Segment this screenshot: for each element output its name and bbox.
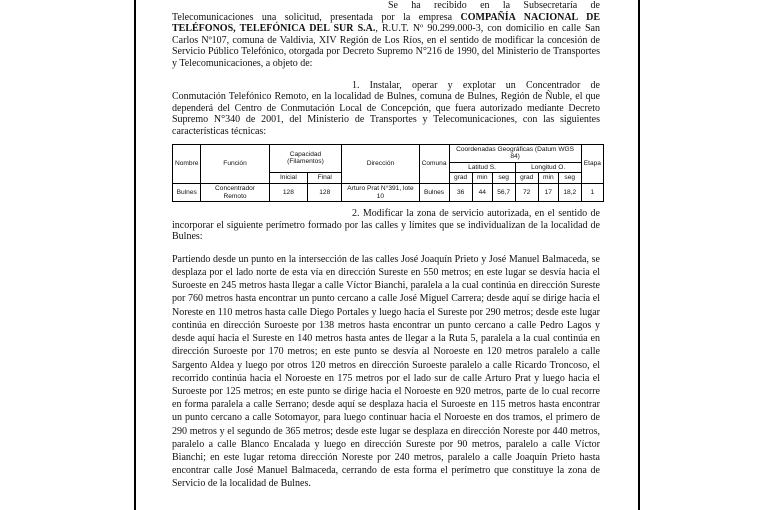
- table-row: [173, 183, 604, 201]
- header-direccion: Dirección: [342, 144, 419, 183]
- item-2-paragraph: 2. Modificar la zona de servicio autorizada, en el sentido de incorporar el siguiente perímetro formado por las calles y límites que se individualizan de la localidad de Bulnes:: [172, 208, 600, 243]
- cell-lat-min: 44: [472, 183, 492, 201]
- cell-comuna: Bulnes: [419, 183, 449, 201]
- header-lon-min: min: [538, 173, 558, 184]
- header-capacidad: Capacidad (Filamentos): [269, 144, 342, 173]
- cell-lat-grad: 36: [449, 183, 472, 201]
- cell-direccion: Arturo Prat N°391, lote 10: [342, 183, 419, 201]
- intro-text-start: Se ha recibido en la Subsecretaría de Telecomunicaciones una solicitud, presentada por la empresa: [172, 0, 600, 23]
- header-funcion: Función: [201, 144, 269, 183]
- header-lon-grad: grad: [515, 173, 538, 184]
- perimeter-description: Partiendo desde un punto en la intersección de las calles José Joaquín Prieto y José Manuel Balmaceda, se desplaza por el lado norte de esta vía en dirección Sureste en 550 metros; en este lugar se desvía hacia el Suroeste en 245 metros hasta llegar a calle Víctor Bianchi, paralela a la cual continúa en dirección Sureste por 760 metros hasta encontrar un punto cercano a calle José Miguel Carrera; desde aquí se dirige hacia el Noreste en 110 metros hasta calle Diego Portales y luego hacia el Sureste por 290 metros; desde este lugar continúa en dirección Suroeste por 138 metros hasta encontrar un punto cercano a calle Pedro Lagos y desde aquí hacia el Sureste en 140 metros hasta antes de llegar a la Ruta 5, paralela a la cual continúa en dirección Suroeste por 170 metros; en este punto se desvía al Noroeste en 120 metros paralelo a calle Sargento Aldea y luego por otros 120 metros en dirección Suroeste paralelo a calle Ricardo Troncoso, el recorrido continúa hacia el Noroeste en 175 metros por el lado sur de calle Arturo Prat y luego hacia el Suroeste por 125 metros; en este punto se dirige hacia el Noroeste en 920 metros, parte de lo cual recorre en forma paralela a calle Serrano; desde aquí se desplaza hacia el Suroeste en 115 metros hasta encontrar un punto cercano a calle Sotomayor, para luego continuar hacia el Noroeste en dos tramos, el primero de 290 metros y el segundo de 365 metros; desde este lugar se desplaza en dirección Noreste por 440 metros, paralelo a calle Blanco Encalada y luego en dirección Sureste por 90 metros, paralelo a calle Víctor Bianchi; en este lugar retoma dirección Noreste por 240 metros, paralelo a calle Joaquín Prieto hasta encontrar calle José Manuel Balmaceda, cerrando de esta forma el perímetro que constituye la zona de Servicio de la localidad de Bulnes.: [172, 253, 600, 490]
- cell-lon-grad: 72: [515, 183, 538, 201]
- cell-etapa: 1: [581, 183, 603, 201]
- cell-lon-seg: 18,2: [558, 183, 581, 201]
- header-lon-seg: seg: [558, 173, 581, 184]
- cell-lon-min: 17: [538, 183, 558, 201]
- technical-characteristics-table: [172, 144, 604, 203]
- item-1-paragraph: 1. Instalar, operar y explotar un Concentrador de Conmutación Telefónico Remoto, en la localidad de Bulnes, comuna de Bulnes, Región de Ñuble, el que dependerá del Centro de Conmutación Local de Concepción, que fuera autorizado mediante Decreto Supremo N°340 de 2001, del Ministerio de Transportes y Telecomunicaciones, con las siguientes características técnicas:: [172, 79, 600, 137]
- header-etapa: Etapa: [581, 144, 603, 183]
- document-body: [172, 0, 600, 491]
- cell-lat-seg: 56,7: [492, 183, 515, 201]
- header-lat-min: min: [472, 173, 492, 184]
- cell-inicial: 128: [269, 183, 308, 201]
- cell-funcion: Concentrador Remoto: [201, 183, 269, 201]
- intro-text-end: , R.U.T. Nº 90.299.000-3, con domicilio en calle San Carlos Nº107, comuna de Valdivia, XIV Región de Los Ríos, en el sentido de modificar la concesión de Servicio Público Telefónico, otorgada por Decreto Supremo N°216 de 1990, del Ministerio de Transportes y Telecomunicaciones, a objeto de:: [172, 23, 600, 69]
- header-final: Final: [308, 173, 342, 184]
- cell-final: 128: [308, 183, 342, 201]
- intro-paragraph: [172, 0, 600, 70]
- header-latitud: Latitud S.: [449, 162, 515, 173]
- header-lat-seg: seg: [492, 173, 515, 184]
- header-longitud: Longitud O.: [515, 162, 581, 173]
- header-lat-grad: grad: [449, 173, 472, 184]
- company-name: COMPAÑÍA NACIONAL DE TELÉFONOS, TELEFÓNICA DEL SUR S.A.: [172, 11, 600, 35]
- header-inicial: Inicial: [269, 173, 308, 184]
- right-margin-line: [638, 0, 640, 510]
- header-comuna: Comuna: [419, 144, 449, 183]
- header-coordenadas: Coordenadas Geográficas (Datum WGS 84): [449, 144, 581, 162]
- left-margin-line: [134, 0, 136, 510]
- cell-nombre: Bulnes: [173, 183, 201, 201]
- header-nombre: Nombre: [173, 144, 201, 183]
